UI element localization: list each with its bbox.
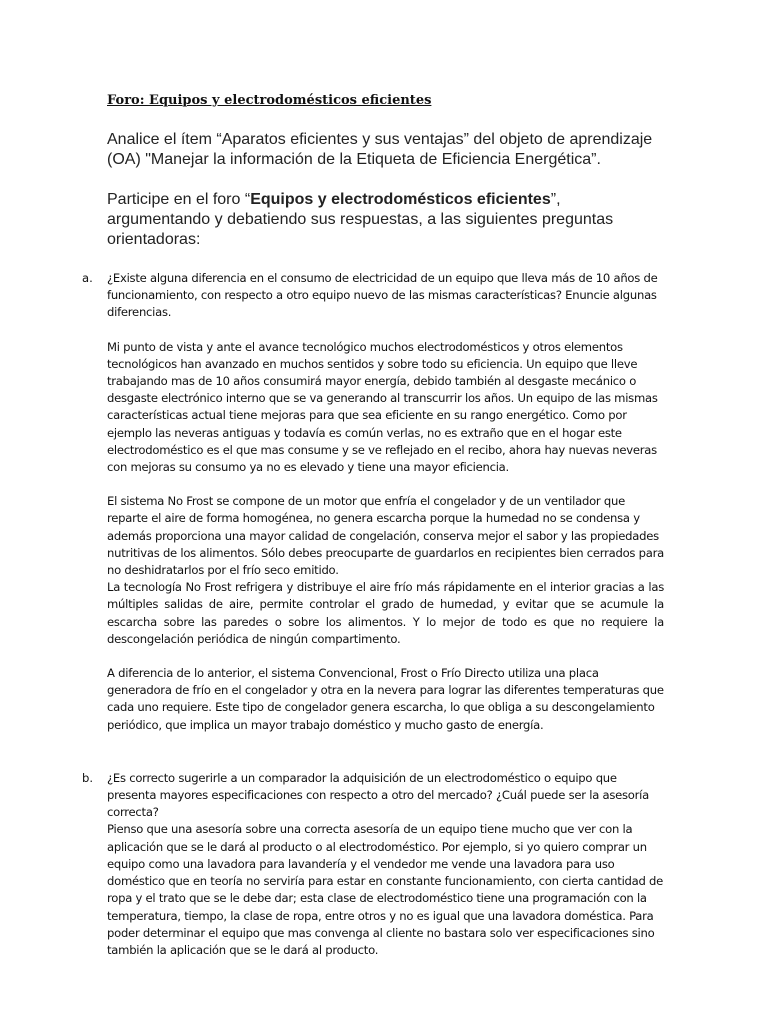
item-marker: b. [82,770,94,785]
intro-2-after: ”, argumentando y debatiendo sus respuestas, a las siguientes preguntas orientadoras: [107,191,614,248]
answer-paragraph: A diferencia de lo anterior, el sistema Convencional, Frost o Frío Directo utiliza una placa generadora de frío en el congelador y otra en la nevera para lograr las diferentes temperaturas que cada uno requiere. Este tipo de congelador genera escarcha, lo que obliga a su descongelamiento periódico, que implica un mayor trabajo doméstico y mucho gasto de energía. [107,666,664,732]
intro-paragraph-2 [107,190,664,250]
forum-name: Equipos y electrodomésticos eficientes [250,191,551,208]
intro-2-before: Participe en el foro “ [107,191,251,208]
answer-paragraph: Pienso que una asesoría sobre una correcta asesoría de un equipo tiene mucho que ver con la aplicación que se le dará al producto o al electrodoméstico. Por ejemplo, si yo quiero comprar un equipo como una lavadora para lavandería y el vendedor me vende una lavadora para uso doméstico que en teoría no serviría para estar en constante funcionamiento, con cierta cantidad de ropa y el trato que se le debe dar; esta clase de electrodoméstico tiene una programación con la temperatura, tiempo, la clase de ropa, entre otros y no es igual que una lavadora doméstica. Para poder determinar el equipo que mas convenga al cliente no bastara solo ver especificaciones sino también la aplicación que se le dará al producto. [107,822,664,957]
question-text: ¿Existe alguna diferencia en el consumo de electricidad de un equipo que lleva más de 10 años de funcionamiento, con respecto a otro equipo nuevo de las mismas características? Enuncie algunas diferencias. [107,271,658,320]
question-text: ¿Es correcto sugerirle a un comparador la adquisición de un electrodoméstico o equipo que presenta mayores especificaciones con respecto a otro del mercado? ¿Cuál puede ser la asesoría correcta? [107,770,649,820]
intro-paragraph-1: Analice el ítem “Aparatos eficientes y sus ventajas” del objeto de aprendizaje (OA) "Manejar la información de la Etiqueta de Eficiencia Energética”. [107,131,653,168]
answer-paragraph: El sistema No Frost se compone de un motor que enfría el congelador y de un ventilador que reparte el aire de forma homogénea, no genera escarcha porque la humedad no se condensa y además proporciona una mayor calidad de congelación, conserva mejor el sabor y las propiedades nutritivas de los alimentos. Sólo debes preocuparte de guardarlos en recipientes bien cerrados para no deshidratarlos por el frío seco emitido. [107,494,664,578]
item-marker: a. [82,271,93,285]
answer-paragraph: La tecnología No Frost refrigera y distribuye el aire frío más rápidamente en el interior gracias a las múltiples salidas de aire, permite controlar el grado de humedad, y evitar que se acumule la escarcha sobre las paredes o sobre los alimentos. Y lo mejor de todo es que no requiere la descongelación periódica de ningún compartimento. [107,580,664,646]
document-title: Foro: Equipos y electrodomésticos eficientes [107,93,432,108]
answer-paragraph: Mi punto de vista y ante el avance tecnológico muchos electrodomésticos y otros elementos tecnológicos han avanzado en muchos sentidos y sobre todo su eficiencia. Un equipo que lleve trabajando mas de 10 años consumirá mayor energía, debido también al desgaste mecánico o desgaste electrónico interno que se va generando al transcurrir los años. Un equipo de las mismas características actual tiene mejoras para que sea eficiente en su rango energético. Como por ejemplo las neveras antiguas y todavía es común verlas, no es extraño que en el hogar este electrodoméstico es el que mas consume y se ve reflejado en el recibo, ahora hay nuevas neveras con mejoras su consumo ya no es elevado y tiene una mayor eficiencia. [107,339,658,475]
question-item-a [82,270,664,734]
question-item-b [82,770,664,959]
